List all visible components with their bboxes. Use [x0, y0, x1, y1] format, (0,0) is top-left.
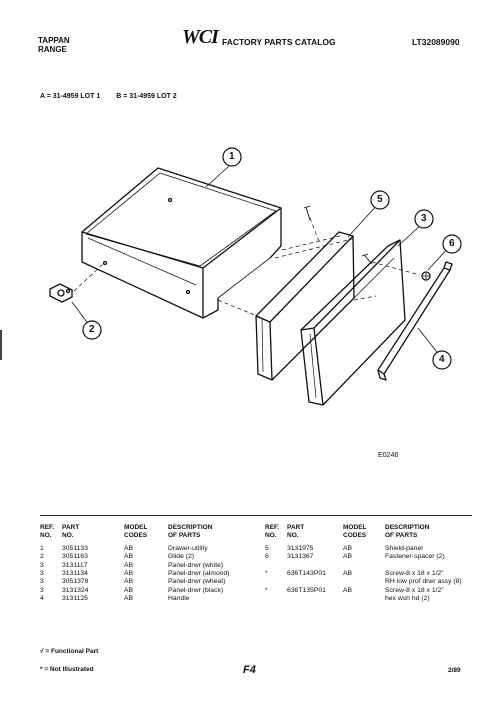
brand-block	[38, 36, 70, 54]
table-header-row	[40, 524, 262, 541]
callout-6: 6	[449, 238, 455, 249]
page-number: F4	[243, 664, 256, 676]
table-top-rule	[40, 515, 472, 516]
hdr-model: MODEL	[124, 524, 148, 531]
revision-date: 2/89	[448, 667, 461, 674]
table-row	[265, 587, 485, 595]
table-row	[40, 570, 262, 578]
hdr-description: DESCRIPTION	[385, 524, 430, 531]
table-row	[40, 553, 262, 561]
cell-ref: 4	[40, 595, 44, 603]
table-row	[40, 595, 262, 603]
cell-ref: 3	[40, 561, 44, 569]
cell-desc: Panel-drwr (wheat)	[168, 578, 226, 586]
cell-model	[343, 562, 385, 570]
table-row	[265, 578, 485, 586]
cell-model	[343, 595, 385, 603]
hdr-codes: CODES	[343, 532, 367, 540]
table-row	[265, 570, 485, 578]
hdr-codes: CODES	[124, 532, 148, 540]
cell-desc: Shield-panel	[385, 544, 423, 552]
hdr-no: NO.	[265, 532, 277, 540]
table-row	[265, 595, 485, 603]
cell-model: AB	[124, 578, 134, 586]
parts-table-left	[40, 524, 262, 604]
hdr-of-parts: OF PARTS	[168, 532, 201, 540]
cell-ref: 2	[40, 553, 44, 561]
functional-part-note: √ = Functional Part	[40, 648, 99, 655]
callout-4: 4	[439, 354, 445, 365]
cell-ref: *	[265, 570, 268, 578]
drawer-utility-drawing	[82, 168, 281, 318]
cell-ref: 1	[40, 544, 44, 552]
wci-logo: WCI	[182, 26, 218, 48]
cell-desc: Glide (2)	[168, 553, 195, 561]
parts-table-right	[265, 524, 485, 604]
cell-ref	[265, 595, 287, 603]
cell-desc: Fastener-spacer (2)	[385, 553, 445, 561]
hdr-part: PART	[287, 524, 305, 531]
cell-desc	[385, 562, 485, 570]
cell-ref	[265, 578, 287, 586]
callout-5: 5	[377, 194, 383, 205]
catalog-title: FACTORY PARTS CATALOG	[222, 37, 336, 47]
callout-3: 3	[421, 213, 427, 224]
brand-name: TAPPAN	[38, 36, 70, 45]
product-type: RANGE	[38, 45, 67, 54]
cell-ref	[265, 562, 287, 570]
cell-model: AB	[343, 570, 353, 578]
cell-part: 3131367	[287, 553, 314, 561]
hdr-no: NO.	[40, 532, 52, 540]
cell-desc: Panel-drwr (black)	[168, 586, 224, 594]
cell-model: AB	[343, 586, 353, 594]
lot-a: A = 31-4959 LOT 1	[40, 93, 101, 100]
catalog-code: LT32089090	[412, 37, 460, 47]
cell-desc: RH low prof drwr assy (8)	[385, 578, 462, 586]
hdr-description: DESCRIPTION	[168, 524, 213, 531]
table-row	[265, 562, 485, 570]
cell-part	[287, 595, 343, 603]
cell-model: AB	[343, 544, 353, 552]
table-row	[265, 553, 485, 561]
cell-desc: Drawer-utility	[168, 544, 208, 552]
cell-ref: *	[265, 586, 268, 594]
cell-ref: 5	[265, 544, 269, 552]
cell-model: AB	[343, 553, 353, 561]
glide-drawing	[50, 284, 72, 302]
cell-ref: 3	[40, 578, 44, 586]
hdr-ref: REF.	[40, 524, 55, 531]
table-row	[40, 562, 262, 570]
cell-desc: Screw-8 x 18 x 1/2"	[385, 570, 444, 578]
cell-desc: Screw-8 x 18 x 1/2"	[385, 586, 444, 594]
screw-drawings	[304, 206, 372, 264]
cell-model: AB	[124, 570, 134, 578]
lot-b: B = 31-4959 LOT 2	[116, 93, 177, 100]
cell-part: 3051378	[62, 578, 89, 586]
assembly-lines	[74, 218, 420, 318]
cell-model: AB	[124, 544, 134, 552]
cell-part	[287, 578, 343, 586]
callout-1: 1	[229, 151, 235, 162]
hdr-ref: REF.	[265, 524, 280, 531]
cell-ref: 6	[265, 553, 269, 561]
table-row	[265, 545, 485, 553]
callout-2: 2	[89, 324, 95, 335]
cell-desc: Handle	[168, 595, 190, 603]
drawing-code: E0246	[378, 452, 399, 459]
cell-desc: hex wsh hd (2)	[385, 595, 430, 603]
hdr-model: MODEL	[343, 524, 367, 531]
cell-part: 3051163	[62, 553, 88, 561]
cell-model: AB	[124, 595, 134, 603]
cell-part: 3131324	[62, 586, 89, 594]
table-row	[40, 545, 262, 553]
hdr-part-no: NO.	[62, 532, 74, 540]
table-row	[40, 578, 262, 586]
not-illustrated-note: * = Not Illustrated	[40, 666, 94, 673]
hdr-part: PART	[62, 524, 80, 531]
cell-part: 3131134	[62, 570, 88, 578]
cell-part: 3131975	[287, 544, 314, 552]
cell-part: 636T135P01	[287, 586, 326, 594]
hdr-of-parts: OF PARTS	[385, 532, 418, 540]
fastener-spacer-drawing	[422, 272, 430, 280]
exploded-parts-diagram	[0, 120, 500, 460]
cell-part	[287, 562, 343, 570]
lot-legend	[40, 93, 191, 100]
hdr-part-no: NO.	[287, 532, 299, 540]
cell-desc: Panel-drwr (almond)	[168, 570, 230, 578]
callout-circles	[83, 148, 461, 369]
cell-model: AB	[124, 586, 134, 594]
table-header-row	[265, 524, 485, 541]
cell-model	[343, 578, 385, 586]
cell-part: 3131117	[62, 561, 88, 569]
shield-panel-drawing	[256, 232, 354, 380]
table-row	[40, 587, 262, 595]
callout-leaders	[72, 166, 450, 356]
cell-part: 636T143P01	[287, 570, 326, 578]
cell-model: AB	[124, 553, 134, 561]
cell-ref: 3	[40, 586, 44, 594]
cell-part: 3051133	[62, 544, 88, 552]
cell-ref: 3	[40, 570, 44, 578]
cell-model: AB	[124, 561, 134, 569]
cell-desc: Panel-drwr (white)	[168, 561, 224, 569]
cell-part: 3131125	[62, 595, 88, 603]
